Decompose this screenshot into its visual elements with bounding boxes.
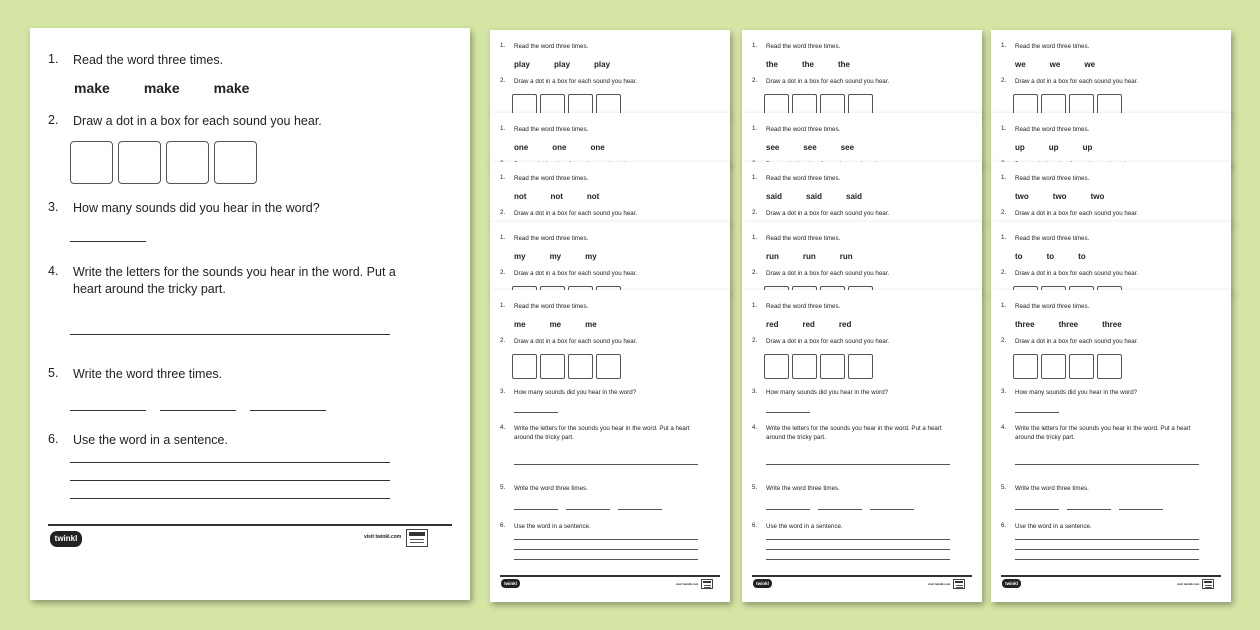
sound-box[interactable] [848, 94, 873, 115]
badge-icon [953, 579, 965, 589]
word-row [514, 60, 610, 69]
question-1 [1001, 125, 1205, 134]
sound-box[interactable] [568, 354, 593, 379]
footer-divider [500, 575, 720, 577]
sound-box[interactable] [820, 354, 845, 379]
question-number: 5. [500, 484, 506, 491]
answer-line[interactable] [70, 241, 146, 242]
question-number: 6. [1001, 522, 1007, 529]
word: my [514, 252, 526, 261]
word: red [766, 320, 779, 329]
question-1 [1001, 234, 1205, 243]
word: one [552, 143, 567, 152]
question-number: 2. [500, 269, 506, 276]
question-number: 2. [500, 209, 506, 216]
mini-worksheet [991, 222, 1231, 292]
word: make [213, 80, 250, 96]
question-number: 3. [752, 388, 758, 395]
question-2 [1001, 269, 1205, 278]
word: my [549, 252, 562, 261]
answer-line[interactable] [250, 410, 326, 411]
word-row [766, 252, 853, 261]
question-text: Draw a dot in a box for each sound you hear. [766, 78, 890, 85]
badge-icon [1202, 579, 1214, 589]
word: play [554, 60, 571, 69]
question-text: Read the word three times. [514, 43, 589, 50]
word: not [586, 192, 600, 201]
word: my [585, 252, 597, 261]
question-text: How many sounds did you hear in the word? [1015, 389, 1138, 396]
question-text: Draw a dot in a box for each sound you hear. [1015, 78, 1139, 85]
question-text: Write the letters for the sounds you hear in the word. Put a heart around the tricky part. [766, 425, 942, 441]
answer-line[interactable] [70, 462, 390, 463]
question-text: Draw a dot in a box for each sound you hear. [514, 338, 638, 345]
answer-line[interactable] [1015, 559, 1199, 560]
question-number: 1. [500, 174, 506, 181]
word: see [766, 143, 780, 152]
question-3 [500, 388, 704, 397]
question-4: 4. Write the letters for the sounds you hear in the word. Put a heart around the tricky part. [48, 264, 396, 296]
site-url: visit twinkl.com [676, 582, 699, 586]
question-text: How many sounds did you hear in the word? [514, 389, 637, 396]
sound-box[interactable] [764, 94, 789, 115]
sound-box[interactable] [1041, 94, 1066, 115]
answer-line[interactable] [514, 464, 698, 465]
word: play [594, 60, 611, 69]
footer-divider [752, 575, 972, 577]
sound-box[interactable] [848, 354, 873, 379]
footer-divider [48, 524, 452, 526]
word-row [766, 60, 850, 69]
answer-line[interactable] [1015, 549, 1199, 550]
question-text: Read the word three times. [1015, 235, 1090, 242]
word: not [514, 192, 527, 201]
question-4 [500, 424, 704, 442]
question-text: Write the word three times. [1015, 485, 1089, 492]
question-2 [752, 337, 956, 346]
word: one [514, 143, 529, 152]
answer-line[interactable] [766, 539, 950, 540]
question-number: 1. [1001, 234, 1007, 241]
answer-line[interactable] [70, 410, 146, 411]
sound-boxes [512, 94, 621, 115]
mini-worksheet [490, 162, 730, 224]
question-text: Read the word three times. [514, 303, 589, 310]
answer-line[interactable] [70, 498, 390, 499]
mini-worksheet [742, 162, 982, 224]
question-text: Use the word in a sentence. [514, 523, 591, 530]
mini-worksheet [991, 113, 1231, 165]
question-number: 3. [1001, 388, 1007, 395]
question-2 [500, 269, 704, 278]
word: red [802, 320, 815, 329]
question-number: 1. [1001, 302, 1007, 309]
word-row [766, 192, 862, 201]
question-3 [752, 388, 956, 397]
question-4 [1001, 424, 1205, 442]
question-text: Read the word three times. [1015, 303, 1090, 310]
question-text: Draw a dot in a box for each sound you hear. [514, 78, 638, 85]
sound-box[interactable] [540, 94, 565, 115]
mini-worksheet [742, 222, 982, 292]
question-text: Use the word in a sentence. [1015, 523, 1092, 530]
mini-worksheet [991, 162, 1231, 224]
question-1 [752, 302, 956, 311]
badge-icon [701, 579, 713, 589]
answer-line[interactable] [870, 509, 914, 510]
sound-box[interactable] [70, 141, 113, 184]
badge-icon [406, 529, 428, 547]
question-2 [752, 77, 956, 86]
question-1 [752, 42, 956, 51]
sound-boxes [512, 354, 621, 379]
word: red [838, 320, 852, 329]
question-number: 6. [500, 522, 506, 529]
question-number: 2. [752, 209, 758, 216]
question-number: 1. [500, 42, 506, 49]
word: run [802, 252, 816, 261]
question-5: 5. Write the word three times. [48, 366, 223, 381]
word-row [1015, 252, 1086, 261]
question-number: 1. [752, 42, 758, 49]
sound-box[interactable] [764, 354, 789, 379]
question-1 [1001, 302, 1205, 311]
word-row [1015, 60, 1095, 69]
mini-worksheet [742, 113, 982, 165]
answer-line[interactable] [514, 559, 698, 560]
question-text: Read the word three times. [766, 175, 841, 182]
question-1 [500, 42, 704, 51]
sound-box[interactable] [792, 354, 817, 379]
word: we [1084, 60, 1096, 69]
question-2: 2. Draw a dot in a box for each sound you hear. [48, 113, 322, 128]
mini-worksheet [490, 290, 730, 602]
word: not [550, 192, 563, 201]
question-text: Read the word three times. [1015, 175, 1090, 182]
question-2 [752, 269, 956, 278]
question-1 [1001, 174, 1205, 183]
mini-worksheet [991, 30, 1231, 115]
question-1 [1001, 42, 1205, 51]
sound-box[interactable] [1041, 354, 1066, 379]
question-6: 6. Use the word in a sentence. [48, 432, 228, 447]
question-text: Draw a dot in a box for each sound you hear. [1015, 270, 1139, 277]
answer-line[interactable] [566, 509, 610, 510]
answer-line[interactable] [160, 410, 236, 411]
sound-box[interactable] [166, 141, 209, 184]
question-number: 5. [1001, 484, 1007, 491]
answer-line[interactable] [818, 509, 862, 510]
mini-worksheet [742, 290, 982, 602]
word-row [514, 143, 605, 152]
sound-boxes [1013, 354, 1122, 379]
question-text: Read the word three times. [766, 303, 841, 310]
sound-box[interactable] [214, 141, 257, 184]
question-text: Read the word three times. [766, 235, 841, 242]
main-worksheet [30, 28, 470, 600]
question-text: Draw a dot in a box for each sound you hear. [1015, 210, 1139, 217]
word: said [806, 192, 823, 201]
question-6 [1001, 522, 1205, 531]
sound-box[interactable] [1069, 94, 1094, 115]
question-5 [752, 484, 956, 493]
question-3: 3. How many sounds did you hear in the word? [48, 200, 320, 215]
answer-line[interactable] [514, 539, 698, 540]
question-text: Draw a dot in a box for each sound you hear. [766, 210, 890, 217]
word-row [514, 192, 599, 201]
sound-boxes [764, 354, 873, 379]
question-text: Read the word three times. [766, 43, 841, 50]
answer-line[interactable] [1119, 509, 1163, 510]
word: three [1102, 320, 1122, 329]
question-number: 1. [752, 234, 758, 241]
sound-box[interactable] [1097, 94, 1122, 115]
answer-line[interactable] [766, 464, 950, 465]
question-number: 1. [752, 302, 758, 309]
site-url: visit twinkl.com [1177, 582, 1200, 586]
question-3 [1001, 388, 1205, 397]
answer-line[interactable] [766, 549, 950, 550]
question-number: 3. [500, 388, 506, 395]
sound-box[interactable] [512, 354, 537, 379]
question-text: Read the word three times. [514, 175, 589, 182]
question-number: 2. [1001, 269, 1007, 276]
word: two [1090, 192, 1105, 201]
word-row [514, 252, 597, 261]
word: up [1082, 143, 1093, 152]
site-url: visit twinkl.com [928, 582, 951, 586]
question-text: Read the word three times. [514, 126, 589, 133]
word-row [766, 143, 854, 152]
question-text: Read the word three times. [1015, 126, 1090, 133]
question-2 [500, 337, 704, 346]
question-text: Write the word three times. [766, 485, 840, 492]
word: me [585, 320, 597, 329]
answer-line[interactable] [70, 480, 390, 481]
answer-line[interactable] [766, 412, 810, 413]
question-text: Read the word three times. [1015, 43, 1090, 50]
word: run [839, 252, 853, 261]
word: up [1048, 143, 1059, 152]
question-number: 1. [1001, 125, 1007, 132]
footer-divider [1001, 575, 1221, 577]
question-number: 1. [752, 125, 758, 132]
question-text: Write the letters for the sounds you hear in the word. Put a heart around the tricky part. [514, 425, 690, 441]
question-5 [1001, 484, 1205, 493]
answer-line[interactable] [1015, 539, 1199, 540]
question-1: 1. Read the word three times. [48, 52, 224, 67]
site-url: visit twinkl.com [364, 534, 402, 540]
sound-box[interactable] [512, 94, 537, 115]
question-text: Draw a dot in a box for each sound you hear. [1015, 338, 1139, 345]
question-text: Draw a dot in a box for each sound you hear. [514, 210, 638, 217]
sound-boxes [1013, 94, 1122, 115]
question-number: 2. [752, 77, 758, 84]
sound-box[interactable] [820, 94, 845, 115]
word-row [1015, 192, 1104, 201]
sound-box[interactable] [792, 94, 817, 115]
word-row [1015, 143, 1092, 152]
word: see [803, 143, 817, 152]
question-number: 4. [1001, 424, 1007, 431]
sound-box[interactable] [1097, 354, 1122, 379]
mini-worksheet [490, 30, 730, 115]
question-text: Write the letters for the sounds you hear in the word. Put a heart around the tricky part. [1015, 425, 1191, 441]
answer-line[interactable] [1015, 464, 1199, 465]
question-2 [1001, 77, 1205, 86]
sound-box[interactable] [1013, 94, 1038, 115]
word: me [514, 320, 526, 329]
question-text: Draw a dot in a box for each sound you hear. [766, 270, 890, 277]
answer-line[interactable] [766, 559, 950, 560]
question-1 [752, 234, 956, 243]
word: the [802, 60, 814, 69]
word: to [1015, 252, 1023, 261]
question-5 [500, 484, 704, 493]
question-number: 4. [500, 424, 506, 431]
question-number: 2. [500, 337, 506, 344]
question-number: 6. [752, 522, 758, 529]
question-number: 5. [752, 484, 758, 491]
sound-box[interactable] [540, 354, 565, 379]
question-number: 2. [752, 269, 758, 276]
question-number: 2. [1001, 77, 1007, 84]
answer-line[interactable] [70, 334, 390, 335]
question-1 [752, 174, 956, 183]
word: said [766, 192, 783, 201]
word-row [1015, 320, 1122, 329]
question-text: Draw a dot in a box for each sound you hear. [514, 270, 638, 277]
question-number: 1. [1001, 42, 1007, 49]
sound-box[interactable] [596, 94, 621, 115]
mini-worksheet [490, 113, 730, 165]
word: three [1058, 320, 1079, 329]
sound-box[interactable] [596, 354, 621, 379]
word: up [1015, 143, 1025, 152]
question-number: 2. [752, 337, 758, 344]
question-1 [500, 125, 704, 134]
question-6 [500, 522, 704, 531]
twinkl-logo: twinkl [1002, 579, 1021, 588]
question-2 [1001, 209, 1205, 218]
sound-box[interactable] [1013, 354, 1038, 379]
word: we [1015, 60, 1026, 69]
question-2 [1001, 337, 1205, 346]
question-number: 1. [500, 302, 506, 309]
sound-box[interactable] [1069, 354, 1094, 379]
twinkl-logo: twinkl [50, 531, 82, 547]
question-text: Read the word three times. [766, 126, 841, 133]
answer-line[interactable] [514, 509, 558, 510]
question-number: 2. [500, 77, 506, 84]
word: me [549, 320, 562, 329]
word-row [514, 320, 597, 329]
answer-line[interactable] [618, 509, 662, 510]
word: play [514, 60, 531, 69]
answer-line[interactable] [1015, 509, 1059, 510]
word: three [1015, 320, 1035, 329]
word: two [1052, 192, 1067, 201]
sound-boxes [764, 94, 873, 115]
word: to [1046, 252, 1055, 261]
mini-worksheet [742, 30, 982, 115]
word: the [766, 60, 778, 69]
question-1 [500, 234, 704, 243]
twinkl-logo: twinkl [753, 579, 772, 588]
question-number: 2. [1001, 209, 1007, 216]
question-6 [752, 522, 956, 531]
question-number: 2. [1001, 337, 1007, 344]
question-1 [500, 174, 704, 183]
sound-box[interactable] [118, 141, 161, 184]
question-text: Read the word three times. [514, 235, 589, 242]
word: to [1078, 252, 1086, 261]
word: make [74, 80, 110, 96]
word: the [838, 60, 850, 69]
question-1 [752, 125, 956, 134]
word: one [590, 143, 605, 152]
word: run [766, 252, 779, 261]
word: make [143, 80, 180, 96]
word: we [1049, 60, 1061, 69]
word: see [840, 143, 855, 152]
question-text: Write the word three times. [514, 485, 588, 492]
question-text: Draw a dot in a box for each sound you hear. [766, 338, 890, 345]
mini-worksheet [490, 222, 730, 292]
question-text: Use the word in a sentence. [766, 523, 843, 530]
word-row [766, 320, 851, 329]
answer-line[interactable] [514, 412, 558, 413]
word: two [1015, 192, 1029, 201]
question-number: 1. [500, 125, 506, 132]
answer-line[interactable] [514, 549, 698, 550]
question-number: 1. [752, 174, 758, 181]
question-2 [500, 209, 704, 218]
question-number: 1. [1001, 174, 1007, 181]
question-1 [500, 302, 704, 311]
mini-worksheet [991, 290, 1231, 602]
answer-line[interactable] [766, 509, 810, 510]
answer-line[interactable] [1015, 412, 1059, 413]
word-row [74, 80, 249, 96]
twinkl-logo: twinkl [501, 579, 520, 588]
answer-line[interactable] [1067, 509, 1111, 510]
sound-box[interactable] [568, 94, 593, 115]
question-4 [752, 424, 956, 442]
question-number: 1. [500, 234, 506, 241]
question-2 [500, 77, 704, 86]
word: said [846, 192, 863, 201]
question-number: 4. [752, 424, 758, 431]
sound-boxes [70, 141, 257, 184]
question-2 [752, 209, 956, 218]
question-text: How many sounds did you hear in the word? [766, 389, 889, 396]
